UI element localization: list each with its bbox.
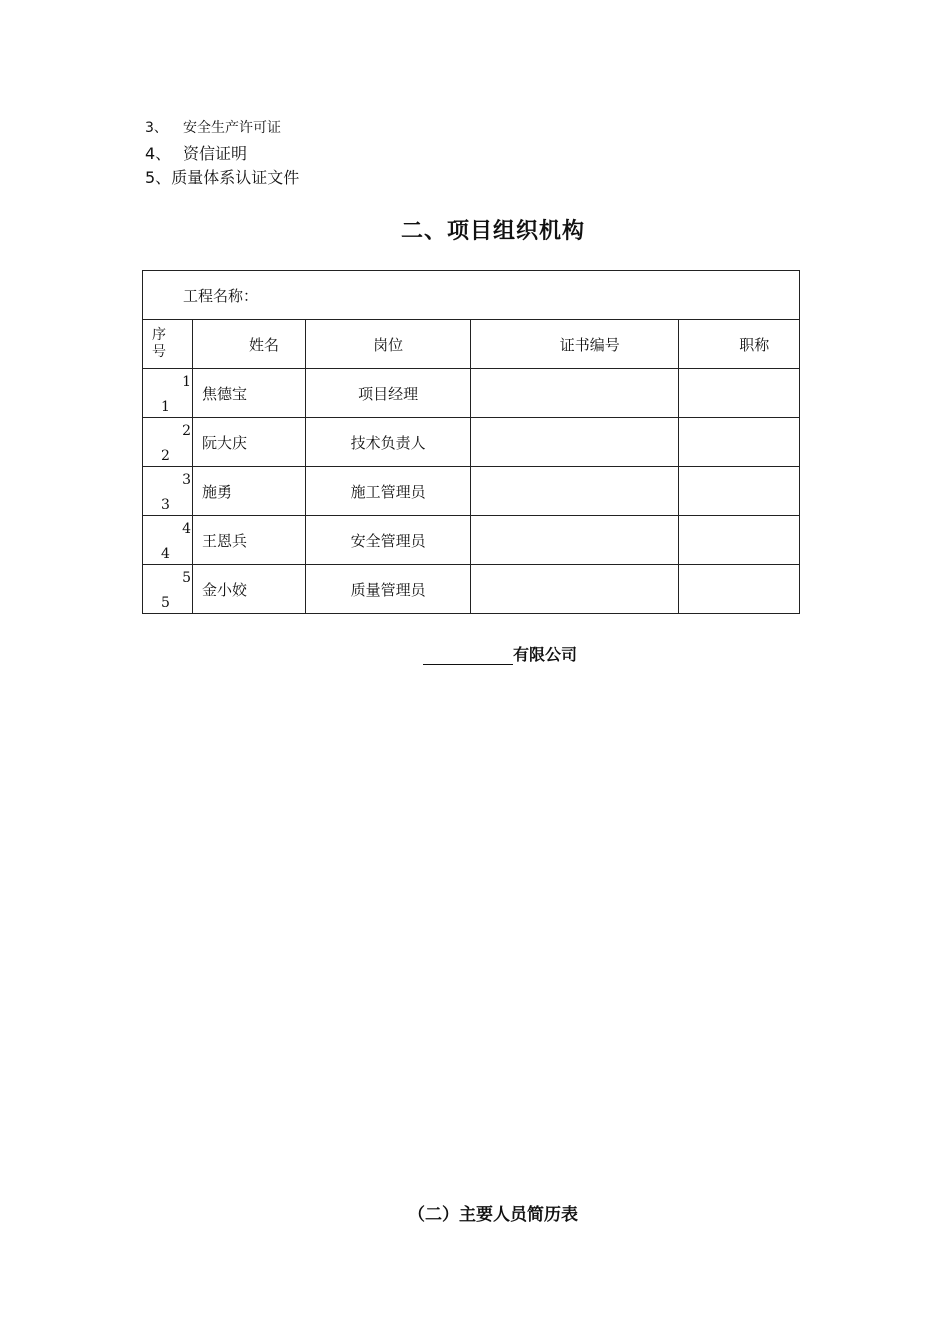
row-post: 安全管理员 xyxy=(306,516,471,565)
row-seq-cell xyxy=(143,418,193,467)
header-cert: 证书编号 xyxy=(471,320,679,369)
organization-table xyxy=(142,270,800,614)
row-title xyxy=(679,516,800,565)
list-item-safety-license xyxy=(145,117,281,137)
table-row xyxy=(143,516,800,565)
row-cert xyxy=(471,418,679,467)
company-signature-line xyxy=(423,642,577,665)
row-title xyxy=(679,565,800,614)
row-name: 焦德宝 xyxy=(193,369,306,418)
company-suffix: 有限公司 xyxy=(513,645,578,664)
row-post: 技术负责人 xyxy=(306,418,471,467)
row-cert xyxy=(471,467,679,516)
row-seq-cell xyxy=(143,467,193,516)
row-seq: 4 xyxy=(161,546,170,562)
table-row xyxy=(143,369,800,418)
project-name-label: 工程名称： xyxy=(143,271,800,320)
row-seq-superscript: 2 xyxy=(182,423,191,439)
project-name-row xyxy=(143,271,800,320)
row-cert xyxy=(471,369,679,418)
table-row xyxy=(143,467,800,516)
row-name: 王恩兵 xyxy=(193,516,306,565)
row-title xyxy=(679,467,800,516)
row-cert xyxy=(471,516,679,565)
list-text: 质量体系认证文件 xyxy=(171,168,300,187)
list-number: 3、 xyxy=(145,120,168,136)
row-name: 阮大庆 xyxy=(193,418,306,467)
row-seq-superscript: 5 xyxy=(182,570,191,586)
row-name: 施勇 xyxy=(193,467,306,516)
table-row xyxy=(143,418,800,467)
table-header-row xyxy=(143,320,800,369)
section-title: 二、项目组织机构 xyxy=(400,219,585,244)
header-name: 姓名 xyxy=(193,320,306,369)
company-name-blank xyxy=(423,646,513,665)
row-seq-superscript: 4 xyxy=(182,521,191,537)
list-item-credit-proof xyxy=(145,141,247,164)
row-seq-superscript: 3 xyxy=(182,472,191,488)
list-item-quality-cert xyxy=(145,165,299,188)
subsection-title: （二）主要人员简历表 xyxy=(408,1205,578,1225)
table-row xyxy=(143,565,800,614)
header-seq xyxy=(143,320,193,369)
row-seq: 3 xyxy=(161,497,170,513)
row-seq-cell xyxy=(143,516,193,565)
row-post: 施工管理员 xyxy=(306,467,471,516)
header-seq-label: 序号 xyxy=(152,327,166,360)
row-seq-cell xyxy=(143,369,193,418)
header-title: 职称 xyxy=(679,320,800,369)
row-post: 项目经理 xyxy=(306,369,471,418)
row-seq-cell xyxy=(143,565,193,614)
row-seq: 5 xyxy=(161,595,170,611)
list-text: 资信证明 xyxy=(183,144,248,163)
header-post: 岗位 xyxy=(306,320,471,369)
list-number: 4、 xyxy=(145,144,172,163)
list-number: 5、 xyxy=(145,168,172,187)
row-title xyxy=(679,418,800,467)
row-cert xyxy=(471,565,679,614)
row-seq: 2 xyxy=(161,448,170,464)
row-post: 质量管理员 xyxy=(306,565,471,614)
row-name: 金小姣 xyxy=(193,565,306,614)
row-seq-superscript: 1 xyxy=(182,374,191,390)
row-seq: 1 xyxy=(161,399,170,415)
list-text: 安全生产许可证 xyxy=(183,120,281,136)
row-title xyxy=(679,369,800,418)
